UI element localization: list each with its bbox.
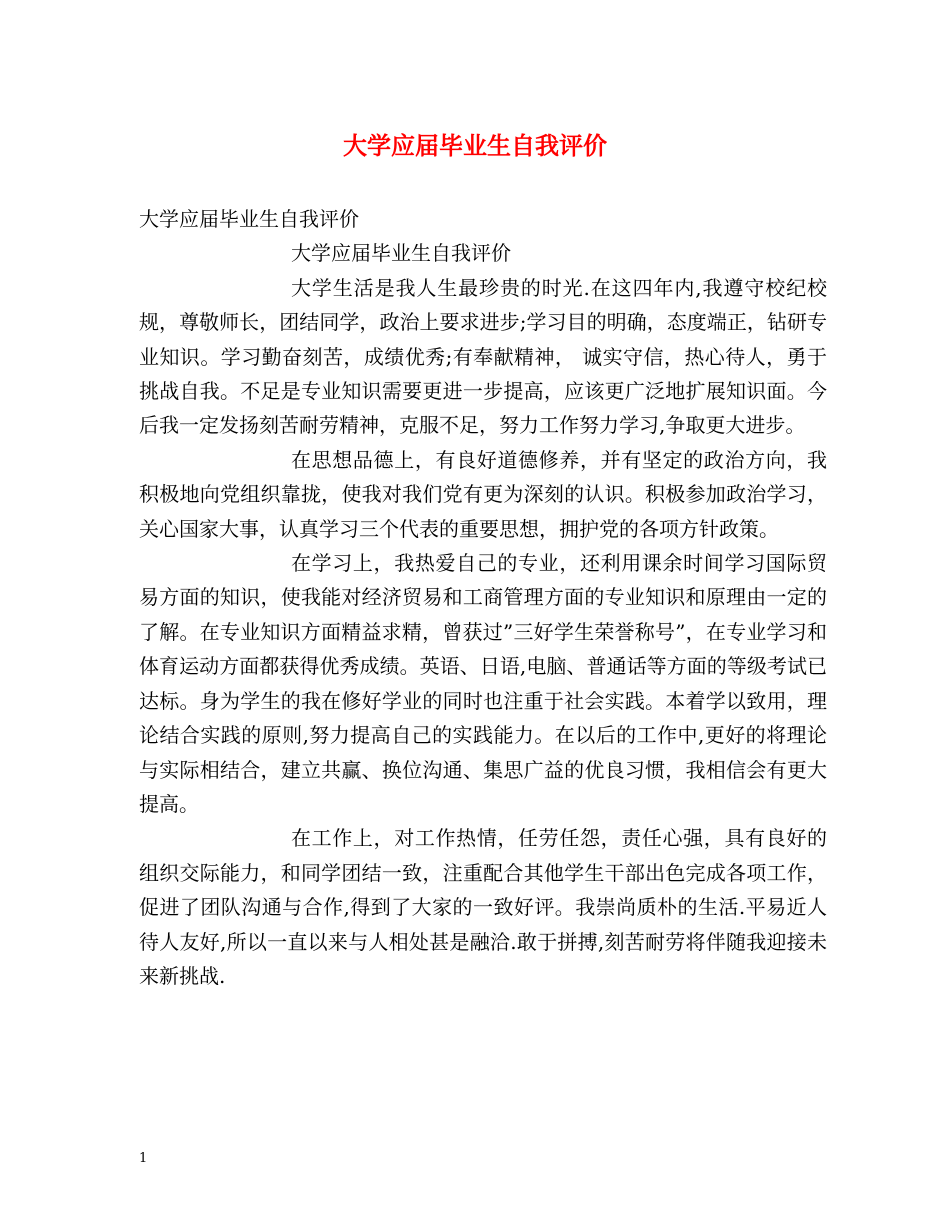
paragraph-intro: 大学生活是我人生最珍贵的时光.在这四年内,我遵守校纪校规，尊敬师长，团结同学，政治上要求进步;学习目的明确，态度端正，钻研专业知识。学习勤奋刻苦，成绩优秀;有奉献精神， 诚实守信，热心待人，勇于挑战自我。不足是专业知识需要更进一步提高，应该更广泛地扩展知识面。今后我一定发扬刻苦耐劳精神，克服不足，努力工作努力学习,争取更大进步。 [139, 275, 827, 438]
document-body [139, 202, 827, 993]
page-number: 1 [139, 1151, 148, 1166]
paragraph-work: 在工作上，对工作热情，任劳任怨，责任心强，具有良好的组织交际能力，和同学团结一致，注重配合其他学生干部出色完成各项工作，促进了团队沟通与合作,得到了大家的一致好评。我崇尚质朴的生活.平易近人待人友好,所以一直以来与人相处甚是融洽.敢于拼搏,刻苦耐劳将伴随我迎接未来新挑战. [139, 826, 827, 988]
subtitle-line: 大学应届毕业生自我评价 [139, 207, 359, 231]
paragraph-moral: 在思想品德上，有良好道德修养，并有坚定的政治方向，我积极地向党组织靠拢，使我对我们党有更为深刻的认识。积极参加政治学习，关心国家大事，认真学习三个代表的重要思想，拥护党的各项方针政策。 [139, 447, 827, 541]
subtitle-line-indented: 大学应届毕业生自我评价 [291, 241, 511, 266]
document-title: 大学应届毕业生自我评价 [343, 132, 607, 160]
paragraph-study: 在学习上，我热爱自己的专业，还利用课余时间学习国际贸易方面的知识，使我能对经济贸易和工商管理方面的专业知识和原理由一定的了解。在专业知识方面精益求精，曾获过”三好学生荣誉称号”，在专业学习和体育运动方面都获得优秀成绩。英语、日语,电脑、普通话等方面的等级考试已达标。身为学生的我在修好学业的同时也注重于社会实践。本着学以致用，理论结合实践的原则,努力提高自己的实践能力。在以后的工作中,更好的将理论与实际相结合，建立共赢、换位沟通、集思广益的优良习惯，我相信会有更大提高。 [139, 551, 827, 816]
